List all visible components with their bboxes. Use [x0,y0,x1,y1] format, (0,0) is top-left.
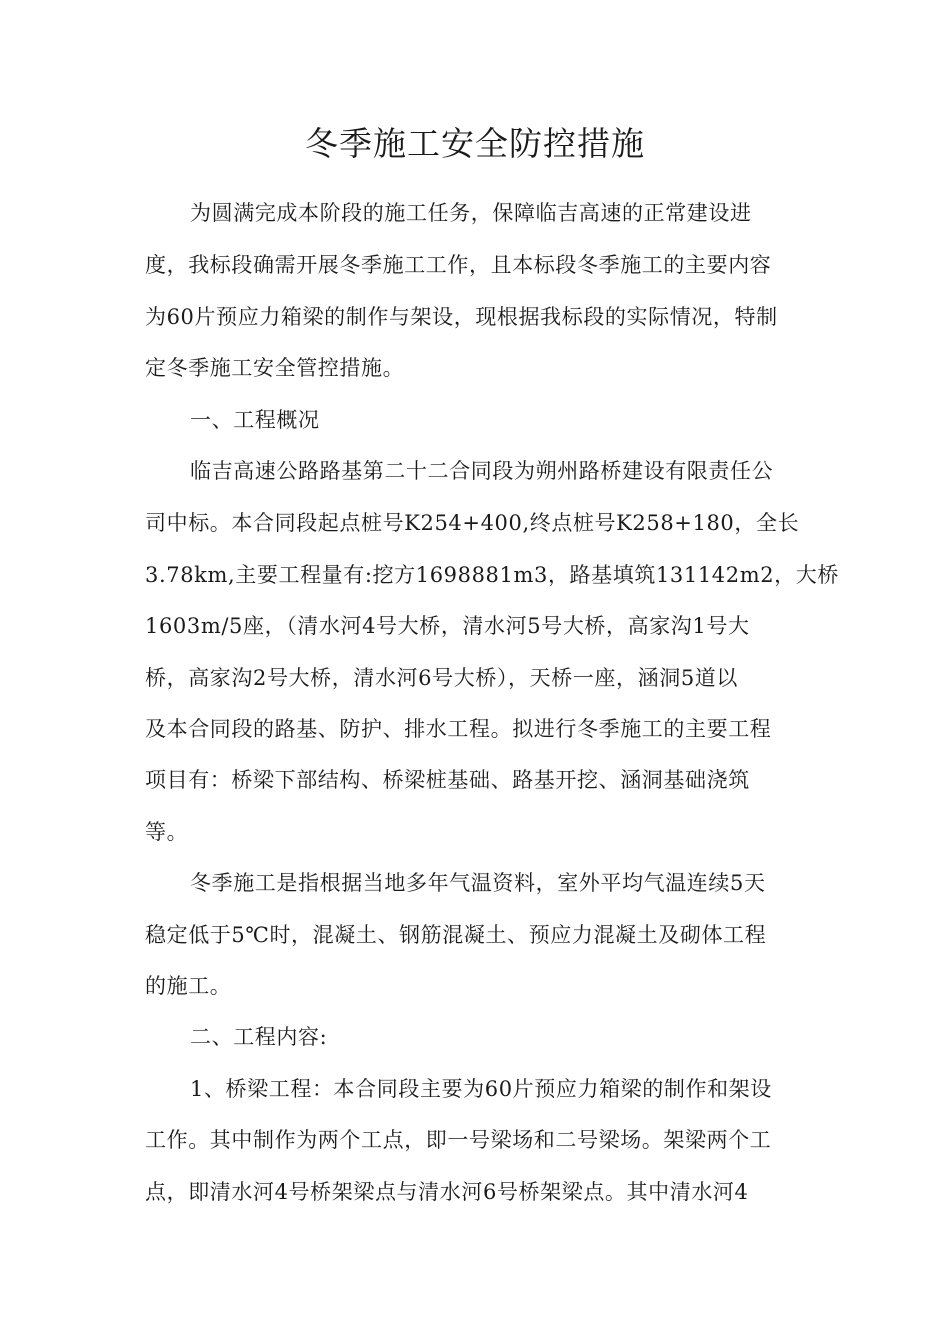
body-line: 司中标。本合同段起点桩号K254+400,终点桩号K258+180，全长 [145,511,800,535]
body-line: 临吉高速公路路基第二十二合同段为朔州路桥建设有限责任公 [190,459,774,483]
body-line: 1、桥梁工程：本合同段主要为60片预应力箱梁的制作和架设 [190,1077,772,1101]
body-line: 及本合同段的路基、防护、排水工程。拟进行冬季施工的主要工程 [145,717,772,741]
body-line: 为圆满完成本阶段的施工任务，保障临吉高速的正常建设进 [190,201,752,225]
section-heading: 二、工程内容: [190,1025,328,1049]
section-heading: 一、工程概况 [190,408,320,432]
body-line: 稳定低于5℃时，混凝土、钢筋混凝土、预应力混凝土及砌体工程 [145,923,767,947]
document-title: 冬季施工安全防控措施 [305,124,645,163]
body-line: 冬季施工是指根据当地多年气温资料，室外平均气温连续5天 [190,871,766,895]
body-line: 点，即清水河4号桥架梁点与清水河6号桥架梁点。其中清水河4 [145,1180,749,1204]
body-line: 为60片预应力箱梁的制作与架设，现根据我标段的实际情况，特制 [145,305,778,329]
body-line: 度，我标段确需开展冬季施工工作，且本标段冬季施工的主要内容 [145,253,772,277]
body-line: 桥，高家沟2号大桥，清水河6号大桥），天桥一座，涵洞5道以 [145,666,738,690]
body-line: 工作。其中制作为两个工点，即一号梁场和二号梁场。架梁两个工 [145,1128,772,1152]
body-line: 1603m/5座，（清水河4号大桥，清水河5号大桥，高家沟1号大 [145,614,750,638]
body-line: 的施工。 [145,974,232,998]
body-line: 3.78km,主要工程量有:挖方1698881m3，路基填筑131142m2，大桥 [145,563,839,587]
body-line: 等。 [145,820,189,844]
body-line: 定冬季施工安全管控措施。 [145,356,405,380]
body-line: 项目有：桥梁下部结构、桥梁桩基础、路基开挖、涵洞基础浇筑 [145,768,750,792]
